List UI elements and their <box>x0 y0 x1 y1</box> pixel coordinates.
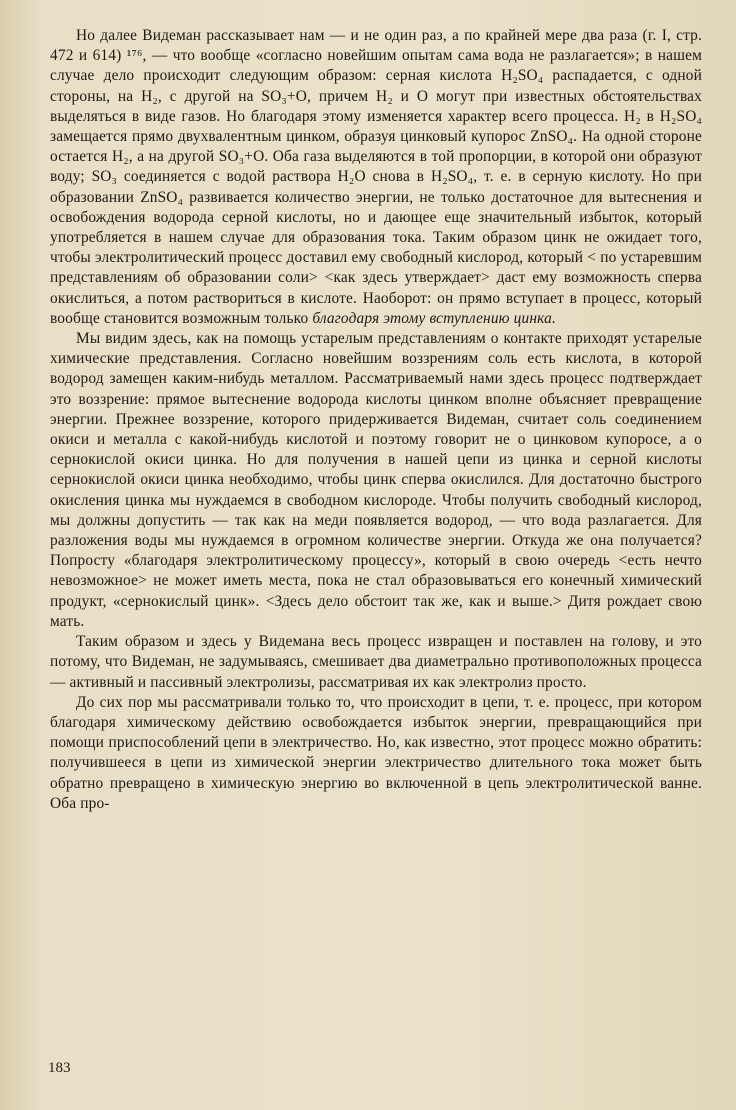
paragraph-4 <box>50 693 702 814</box>
paragraph-2 <box>50 329 702 632</box>
paragraph-3-text: Таким образом и здесь у Видемана весь процесс извращен и поставлен на голову, и это потому, что Видеман, не задумываясь, смешивает два диаметрально противоположных процесса — активный и пассивный электролизы, рассматривая их как электролиз просто. <box>50 633 702 691</box>
paragraph-4-text: До сих пор мы рассматривали только то, что происходит в цепи, т. е. процесс, при котором благодаря химическому действию освобождается избыток энергии, превращающийся при помощи приспособлений цепи в электричество. Но, как известно, этот процесс можно обратить: получившееся в цепи из химической энергии электричество длительного тока может быть обратно превращено в химическую энергию во включенной в цепь электролитической ванне. Оба про- <box>50 693 702 812</box>
paragraph-1 <box>50 26 702 329</box>
paragraph-3 <box>50 632 702 693</box>
paragraph-2-text: Мы видим здесь, как на помощь устарелым представлениям о контакте приходят устарелые химические представления. Согласно новейшим воззрениям соль есть кислота, в которой водород замещен каким-нибудь металлом. Рассматриваемый нами здесь процесс подтверждает это воззрение: прямое вытеснение водорода кислоты цинком вполне объясняет превращение энергии. Прежнее воззрение, которого придерживается Видеман, считает соль соединением окиси и металла с какой-нибудь кислотой и поэтому говорит не о цинковом купоросе, а о сернокислой окиси цинка. Но для получения в нашей цепи из цинка и серной кислоты сернокислой окиси цинка необходимо, чтобы цинк сперва окислился. Для достаточно быстрого окисления цинка мы нуждаемся в свободном кислороде. Чтобы получить свободный кислород, мы должны допустить — так как на меди появляется водород, — что вода разлагается. Для разложения воды мы нуждаемся в огромном количестве энергии. Откуда же она получается? Попросту «благодаря электролитическому процессу», который в свою очередь <есть нечто невозможное> не может иметь места, пока не стал образовываться его конечный химический продукт, «сернокислый цинк». <Здесь дело обстоит так же, как и выше.> Дитя рождает свою мать. <box>50 330 702 630</box>
paragraph-1-text: Но далее Видеман рассказывает нам — и не один раз, а по крайней мере два раза (г. I, стр. 472 и 614) ¹⁷⁶, — что вообще «согласно новейшим опытам сама вода не разлагается»; в нашем случае дело происходит следующим образом: серная кислота H₂SO₄ распадается, с одной стороны, на H₂, с другой на SO₃+O, причем H₂ и O могут при известных обстоятельствах выделяться в виде газов. Но благодаря этому изменяется характер всего процесса. H₂ в H₂SO₄ замещается прямо двухвалентным цинком, образуя цинковый купорос ZnSO₄. На одной стороне остается H₂, а на другой SO₃+O. Оба газа выделяются в той пропорции, в которой они образуют воду; SO₃ соединяется с водой раствора H₂O снова в H₂SO₄, т. е. в серную кислоту. Но при образовании ZnSO₄ развивается количество энергии, не только достаточное для вытеснения и освобождения водорода серной кислоты, но и дающее еще значительный избыток, который употребляется в нашем случае для образования тока. Таким образом цинк не ожидает того, чтобы электролитический процесс доставил ему свободный кислород, который < по устаревшим представлениям об образовании соли> <как здесь утверждает> даст ему возможность сперва окислиться, а потом раствориться в кислоте. Наоборот: он прямо вступает в процесс, который вообще становится возможным только <box>50 27 702 327</box>
page-number: 183 <box>48 1060 71 1076</box>
paragraph-1-italic: благодаря этому вступлению цинка. <box>312 309 556 327</box>
